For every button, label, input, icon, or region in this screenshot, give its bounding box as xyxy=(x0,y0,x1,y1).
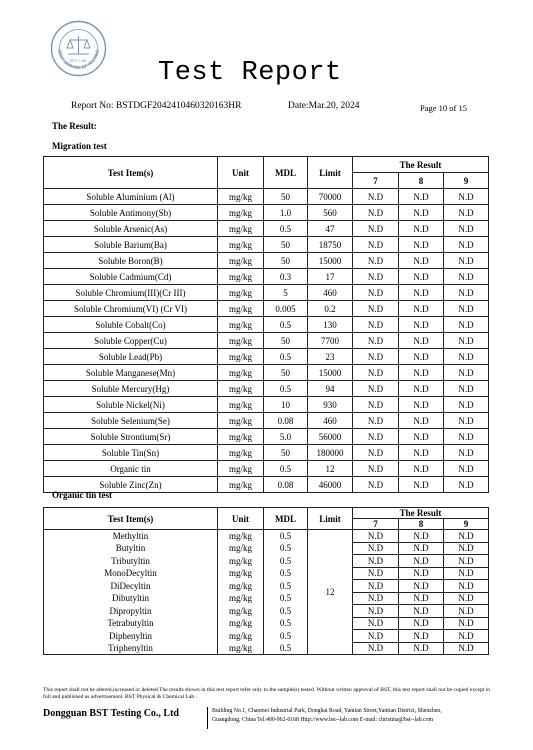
item-cell: Soluble Aluminium (Al) xyxy=(44,189,218,205)
mdl-cell: 0.5 xyxy=(264,530,308,543)
result-8-cell: N.D xyxy=(399,477,444,493)
table-row xyxy=(44,205,489,221)
result-7-cell: N.D xyxy=(353,542,399,555)
result-9-cell: N.D xyxy=(444,567,489,580)
migration-heading: Migration test xyxy=(52,141,107,151)
item-cell: Soluble Manganese(Mn) xyxy=(44,365,218,381)
mdl-cell: 0.5 xyxy=(264,580,308,593)
limit-cell: 94 xyxy=(308,381,353,397)
col-header-sample-8: 8 xyxy=(399,173,444,189)
unit-cell: mg/kg xyxy=(218,542,264,555)
table-row xyxy=(44,365,489,381)
result-9-cell: N.D xyxy=(444,580,489,593)
table-row xyxy=(44,605,489,618)
result-7-cell: N.D xyxy=(353,592,399,605)
item-cell: Soluble Cadmium(Cd) xyxy=(44,269,218,285)
table-row xyxy=(44,461,489,477)
table-row xyxy=(44,413,489,429)
result-8-cell: N.D xyxy=(399,253,444,269)
limit-cell: 15000 xyxy=(308,253,353,269)
col-header-unit: Unit xyxy=(218,157,264,189)
organic-tin-table-body xyxy=(44,530,489,655)
col-header-item: Test Item(s) xyxy=(44,157,218,189)
item-cell: Triphenyltin xyxy=(44,642,218,655)
result-7-cell: N.D xyxy=(353,397,399,413)
unit-cell: mg/kg xyxy=(218,429,264,445)
result-8-cell: N.D xyxy=(399,317,444,333)
limit-cell: 560 xyxy=(308,205,353,221)
result-8-cell: N.D xyxy=(399,221,444,237)
result-8-cell: N.D xyxy=(399,349,444,365)
table-row xyxy=(44,530,489,543)
result-9-cell: N.D xyxy=(444,555,489,568)
result-8-cell: N.D xyxy=(399,555,444,568)
table-row xyxy=(44,630,489,643)
mdl-cell: 0.08 xyxy=(264,477,308,493)
limit-cell: 15000 xyxy=(308,365,353,381)
result-7-cell: N.D xyxy=(353,349,399,365)
result-9-cell: N.D xyxy=(444,189,489,205)
mdl-cell: 50 xyxy=(264,189,308,205)
result-heading: The Result: xyxy=(52,121,97,131)
table-row xyxy=(44,301,489,317)
item-cell: Soluble Boron(B) xyxy=(44,253,218,269)
page-indicator: Page 10 of 15 xyxy=(420,103,467,113)
result-9-cell: N.D xyxy=(444,477,489,493)
limit-cell: 56000 xyxy=(308,429,353,445)
mdl-cell: 50 xyxy=(264,445,308,461)
item-cell: Tetrabutyltin xyxy=(44,617,218,630)
mdl-cell: 0.005 xyxy=(264,301,308,317)
result-8-cell: N.D xyxy=(399,445,444,461)
item-cell: Soluble Barium(Ba) xyxy=(44,237,218,253)
table-row xyxy=(44,317,489,333)
mdl-cell: 0.5 xyxy=(264,592,308,605)
address-line-1: Building No.1, Chaomei Industrial Park, Donghai Road, Yantian Street,Yantian District, Shenzhen, xyxy=(212,708,442,714)
organic-tin-table xyxy=(43,507,489,655)
result-8-cell: N.D xyxy=(399,567,444,580)
limit-cell: 180000 xyxy=(308,445,353,461)
unit-cell: mg/kg xyxy=(218,365,264,381)
result-7-cell: N.D xyxy=(353,221,399,237)
col-header-sample-9: 9 xyxy=(444,173,489,189)
unit-cell: mg/kg xyxy=(218,477,264,493)
migration-table xyxy=(43,156,489,493)
limit-cell: 0.2 xyxy=(308,301,353,317)
result-9-cell: N.D xyxy=(444,642,489,655)
unit-cell: mg/kg xyxy=(218,205,264,221)
result-7-cell: N.D xyxy=(353,269,399,285)
mdl-cell: 0.5 xyxy=(264,317,308,333)
limit-cell: 70000 xyxy=(308,189,353,205)
mdl-cell: 50 xyxy=(264,365,308,381)
company-address xyxy=(207,707,442,729)
table-row xyxy=(44,253,489,269)
item-cell: Dipropyltin xyxy=(44,605,218,618)
col-header-limit: Limit xyxy=(308,508,353,530)
table-row xyxy=(44,349,489,365)
unit-cell: mg/kg xyxy=(218,567,264,580)
result-9-cell: N.D xyxy=(444,630,489,643)
item-cell: MonoDecyltin xyxy=(44,567,218,580)
mdl-cell: 5 xyxy=(264,285,308,301)
unit-cell: mg/kg xyxy=(218,580,264,593)
unit-cell: mg/kg xyxy=(218,461,264,477)
address-line-2: Guangdong, China Tel:400-962-6168 Http://www.bst--lab.com E-mail: christina@bst--lab.com xyxy=(212,717,433,723)
mdl-cell: 10 xyxy=(264,397,308,413)
col-header-sample-8: 8 xyxy=(399,519,444,530)
result-8-cell: N.D xyxy=(399,237,444,253)
result-8-cell: N.D xyxy=(399,269,444,285)
organic-tin-heading: Organic tin test xyxy=(52,490,112,500)
unit-cell: mg/kg xyxy=(218,189,264,205)
unit-cell: mg/kg xyxy=(218,381,264,397)
table-row xyxy=(44,642,489,655)
result-7-cell: N.D xyxy=(353,605,399,618)
item-cell: Soluble Copper(Cu) xyxy=(44,333,218,349)
unit-cell: mg/kg xyxy=(218,445,264,461)
result-8-cell: N.D xyxy=(399,592,444,605)
table-row xyxy=(44,445,489,461)
mdl-cell: 0.5 xyxy=(264,542,308,555)
mdl-cell: 0.5 xyxy=(264,221,308,237)
limit-cell: 47 xyxy=(308,221,353,237)
unit-cell: mg/kg xyxy=(218,642,264,655)
item-cell: Soluble Selenium(Se) xyxy=(44,413,218,429)
table-row xyxy=(44,381,489,397)
unit-cell: mg/kg xyxy=(218,317,264,333)
result-7-cell: N.D xyxy=(353,567,399,580)
result-7-cell: N.D xyxy=(353,413,399,429)
unit-cell: mg/kg xyxy=(218,605,264,618)
result-9-cell: N.D xyxy=(444,365,489,381)
result-7-cell: N.D xyxy=(353,381,399,397)
item-cell: DiDecyltin xyxy=(44,580,218,593)
item-cell: Soluble Tin(Sn) xyxy=(44,445,218,461)
mdl-cell: 50 xyxy=(264,237,308,253)
limit-cell: 46000 xyxy=(308,477,353,493)
item-cell: Diphenyltin xyxy=(44,630,218,643)
unit-cell: mg/kg xyxy=(218,269,264,285)
result-9-cell: N.D xyxy=(444,542,489,555)
item-cell: Soluble Chromium(VI) (Cr VI) xyxy=(44,301,218,317)
result-9-cell: N.D xyxy=(444,301,489,317)
mdl-cell: 5.0 xyxy=(264,429,308,445)
result-8-cell: N.D xyxy=(399,461,444,477)
col-header-unit: Unit xyxy=(218,508,264,530)
result-7-cell: N.D xyxy=(353,530,399,543)
col-header-result: The Result xyxy=(353,508,489,519)
company-name: Dongguan BST Testing Co., Ltd xyxy=(43,708,179,719)
result-7-cell: N.D xyxy=(353,333,399,349)
result-7-cell: N.D xyxy=(353,285,399,301)
result-9-cell: N.D xyxy=(444,617,489,630)
unit-cell: mg/kg xyxy=(218,333,264,349)
result-9-cell: N.D xyxy=(444,461,489,477)
result-7-cell: N.D xyxy=(353,429,399,445)
result-9-cell: N.D xyxy=(444,592,489,605)
result-7-cell: N.D xyxy=(353,477,399,493)
mdl-cell: 0.5 xyxy=(264,630,308,643)
result-9-cell: N.D xyxy=(444,605,489,618)
result-7-cell: N.D xyxy=(353,580,399,593)
item-cell: Soluble Antimony(Sb) xyxy=(44,205,218,221)
item-cell: Soluble Zinc(Zn) xyxy=(44,477,218,493)
unit-cell: mg/kg xyxy=(218,349,264,365)
result-9-cell: N.D xyxy=(444,285,489,301)
result-7-cell: N.D xyxy=(353,555,399,568)
unit-cell: mg/kg xyxy=(218,301,264,317)
result-8-cell: N.D xyxy=(399,530,444,543)
table-row xyxy=(44,580,489,593)
result-9-cell: N.D xyxy=(444,429,489,445)
item-cell: Soluble Strontium(Sr) xyxy=(44,429,218,445)
result-8-cell: N.D xyxy=(399,285,444,301)
result-7-cell: N.D xyxy=(353,317,399,333)
result-9-cell: N.D xyxy=(444,530,489,543)
result-9-cell: N.D xyxy=(444,205,489,221)
result-7-cell: N.D xyxy=(353,445,399,461)
mdl-cell: 0.08 xyxy=(264,413,308,429)
item-cell: Soluble Mercury(Hg) xyxy=(44,381,218,397)
table-row xyxy=(44,237,489,253)
limit-cell: 18750 xyxy=(308,237,353,253)
result-8-cell: N.D xyxy=(399,205,444,221)
result-7-cell: N.D xyxy=(353,253,399,269)
item-cell: Butyltin xyxy=(44,542,218,555)
result-9-cell: N.D xyxy=(444,221,489,237)
table-row xyxy=(44,397,489,413)
unit-cell: mg/kg xyxy=(218,530,264,543)
logo-subtext: BST LAB xyxy=(70,58,87,63)
result-8-cell: N.D xyxy=(399,429,444,445)
report-date: Date:Mar.20, 2024 xyxy=(288,101,360,111)
result-7-cell: N.D xyxy=(353,365,399,381)
unit-cell: mg/kg xyxy=(218,253,264,269)
result-7-cell: N.D xyxy=(353,617,399,630)
unit-cell: mg/kg xyxy=(218,617,264,630)
table-row xyxy=(44,221,489,237)
col-header-mdl: MDL xyxy=(264,508,308,530)
col-header-limit: Limit xyxy=(308,157,353,189)
result-8-cell: N.D xyxy=(399,301,444,317)
disclaimer-note: This report shall not be altered,increased or deleted.The results shown in this test report refer only to the sample(s) tested. Without written approval of BST, this test report shall not be copied except in full and published as advertisement. BST Physical & Chemical Lab . xyxy=(43,687,491,700)
mdl-cell: 0.5 xyxy=(264,461,308,477)
table-row xyxy=(44,542,489,555)
limit-cell: 17 xyxy=(308,269,353,285)
result-8-cell: N.D xyxy=(399,365,444,381)
mdl-cell: 0.3 xyxy=(264,269,308,285)
limit-cell: 23 xyxy=(308,349,353,365)
result-8-cell: N.D xyxy=(399,397,444,413)
col-header-item: Test Item(s) xyxy=(44,508,218,530)
table-row xyxy=(44,555,489,568)
result-7-cell: N.D xyxy=(353,630,399,643)
limit-cell: 12 xyxy=(308,461,353,477)
result-8-cell: N.D xyxy=(399,580,444,593)
result-8-cell: N.D xyxy=(399,542,444,555)
col-header-sample-7: 7 xyxy=(353,519,399,530)
col-header-result: The Result xyxy=(353,157,489,173)
result-8-cell: N.D xyxy=(399,642,444,655)
report-title: Test Report xyxy=(158,58,342,88)
unit-cell: mg/kg xyxy=(218,630,264,643)
table-row xyxy=(44,269,489,285)
mdl-cell: 0.5 xyxy=(264,642,308,655)
result-9-cell: N.D xyxy=(444,445,489,461)
col-header-sample-7: 7 xyxy=(353,173,399,189)
mdl-cell: 0.5 xyxy=(264,605,308,618)
result-9-cell: N.D xyxy=(444,253,489,269)
mdl-cell: 1.0 xyxy=(264,205,308,221)
result-8-cell: N.D xyxy=(399,189,444,205)
result-9-cell: N.D xyxy=(444,269,489,285)
result-8-cell: N.D xyxy=(399,333,444,349)
table-row xyxy=(44,429,489,445)
limit-cell: 12 xyxy=(308,530,353,655)
unit-cell: mg/kg xyxy=(218,555,264,568)
table-row xyxy=(44,592,489,605)
mdl-cell: 0.5 xyxy=(264,617,308,630)
result-7-cell: N.D xyxy=(353,301,399,317)
result-7-cell: N.D xyxy=(353,461,399,477)
result-9-cell: N.D xyxy=(444,397,489,413)
limit-cell: 460 xyxy=(308,413,353,429)
result-9-cell: N.D xyxy=(444,349,489,365)
table-row xyxy=(44,617,489,630)
table-row xyxy=(44,567,489,580)
mdl-cell: 0.5 xyxy=(264,567,308,580)
report-number: Report No: BSTDGF2042410460320163HR xyxy=(71,101,242,111)
item-cell: Tributyltin xyxy=(44,555,218,568)
limit-cell: 460 xyxy=(308,285,353,301)
item-cell: Soluble Cobalt(Co) xyxy=(44,317,218,333)
result-9-cell: N.D xyxy=(444,381,489,397)
unit-cell: mg/kg xyxy=(218,592,264,605)
limit-cell: 930 xyxy=(308,397,353,413)
result-9-cell: N.D xyxy=(444,333,489,349)
result-8-cell: N.D xyxy=(399,630,444,643)
limit-cell: 130 xyxy=(308,317,353,333)
mdl-cell: 50 xyxy=(264,333,308,349)
col-header-sample-9: 9 xyxy=(444,519,489,530)
item-cell: Dibutyltin xyxy=(44,592,218,605)
mdl-cell: 0.5 xyxy=(264,349,308,365)
unit-cell: mg/kg xyxy=(218,397,264,413)
unit-cell: mg/kg xyxy=(218,221,264,237)
table-row xyxy=(44,333,489,349)
result-7-cell: N.D xyxy=(353,205,399,221)
result-7-cell: N.D xyxy=(353,189,399,205)
item-cell: Soluble Arsenic(As) xyxy=(44,221,218,237)
mdl-cell: 0.5 xyxy=(264,555,308,568)
unit-cell: mg/kg xyxy=(218,285,264,301)
result-7-cell: N.D xyxy=(353,642,399,655)
logo-ring-text: BEST SERVICE OF TESTING xyxy=(56,49,101,71)
table-row xyxy=(44,189,489,205)
item-cell: Soluble Nickel(Ni) xyxy=(44,397,218,413)
result-9-cell: N.D xyxy=(444,317,489,333)
result-8-cell: N.D xyxy=(399,617,444,630)
mdl-cell: 50 xyxy=(264,253,308,269)
mdl-cell: 0.5 xyxy=(264,381,308,397)
result-8-cell: N.D xyxy=(399,381,444,397)
result-9-cell: N.D xyxy=(444,237,489,253)
item-cell: Organic tin xyxy=(44,461,218,477)
item-cell: Methyltin xyxy=(44,530,218,543)
limit-cell: 7700 xyxy=(308,333,353,349)
result-8-cell: N.D xyxy=(399,413,444,429)
unit-cell: mg/kg xyxy=(218,413,264,429)
table-row xyxy=(44,285,489,301)
company-logo xyxy=(50,20,107,77)
item-cell: Soluble Chromium(III)(Cr III) xyxy=(44,285,218,301)
unit-cell: mg/kg xyxy=(218,237,264,253)
result-8-cell: N.D xyxy=(399,605,444,618)
migration-table-body xyxy=(44,189,489,493)
result-9-cell: N.D xyxy=(444,413,489,429)
item-cell: Soluble Lead(Pb) xyxy=(44,349,218,365)
col-header-mdl: MDL xyxy=(264,157,308,189)
result-7-cell: N.D xyxy=(353,237,399,253)
